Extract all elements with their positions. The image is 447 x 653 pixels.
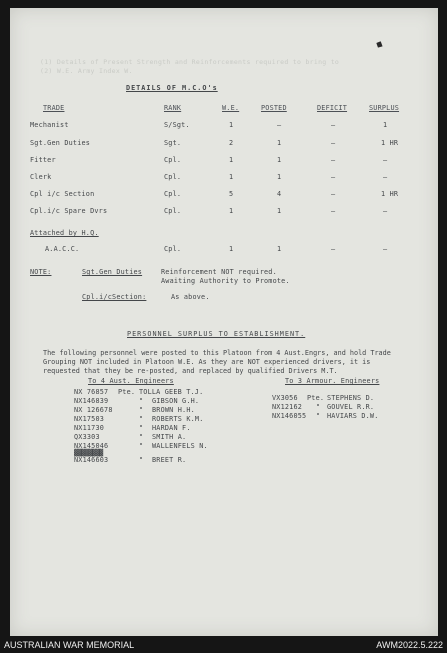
posted-cell: 4 xyxy=(277,190,282,198)
header-posted: POSTED xyxy=(261,104,287,112)
footer-institution: AUSTRALIAN WAR MEMORIAL xyxy=(4,640,135,650)
trade-cell: A.A.C.C. xyxy=(45,245,80,253)
bleed-through-text: (1) Details of Present Strength and Reinforcements required to bring to (2) W.E. Army Index W. xyxy=(40,58,340,75)
surplus-cell: – xyxy=(383,173,388,181)
note1-text: Reinforcement NOT required. xyxy=(161,268,277,276)
deficit-cell: – xyxy=(331,156,336,164)
we-cell: 1 xyxy=(229,156,234,164)
rank-cell: Cpl. xyxy=(164,173,182,181)
rank-cell: Sgt. xyxy=(164,139,182,147)
note1-subject: Sgt.Gen Duties xyxy=(82,268,143,276)
archive-footer xyxy=(0,636,447,653)
deficit-cell: – xyxy=(331,173,336,181)
we-cell: 1 xyxy=(229,207,234,215)
trade-cell: Fitter xyxy=(30,156,56,164)
rank-cell: Cpl. xyxy=(164,245,182,253)
document-page xyxy=(10,8,438,636)
trade-cell: Mechanist xyxy=(30,121,69,129)
trade-cell: Sgt.Gen Duties xyxy=(30,139,91,147)
deficit-cell: – xyxy=(331,139,336,147)
rank-cell: Cpl. xyxy=(164,156,182,164)
surplus-cell: 1 HR xyxy=(381,190,399,198)
left-group-heading: To 4 Aust. Engineers xyxy=(88,377,174,385)
posted-cell: 1 xyxy=(277,245,282,253)
header-deficit: DEFICIT xyxy=(317,104,348,112)
we-cell: 1 xyxy=(229,121,234,129)
deficit-cell: – xyxy=(331,207,336,215)
we-cell: 2 xyxy=(229,139,234,147)
right-group-heading: To 3 Armour. Engineers xyxy=(285,377,380,385)
deficit-cell: – xyxy=(331,190,336,198)
header-trade: TRADE xyxy=(43,104,65,112)
header-rank: RANK xyxy=(164,104,182,112)
deficit-cell: – xyxy=(331,245,336,253)
posted-cell: 1 xyxy=(277,207,282,215)
struck-out-entry: ▓▓▓▓▓▓▓▓ xyxy=(74,449,103,457)
trade-cell: Cpl.i/c Spare Dvrs xyxy=(30,207,108,215)
note-label: NOTE: xyxy=(30,268,52,276)
we-cell: 5 xyxy=(229,190,234,198)
punch-mark xyxy=(375,40,384,49)
posted-cell: 1 xyxy=(277,173,282,181)
surplus-cell: – xyxy=(383,156,388,164)
rank-cell: S/Sgt. xyxy=(164,121,190,129)
posted-cell: – xyxy=(277,121,282,129)
note2-text: As above. xyxy=(171,293,210,301)
trade-cell: Cpl i/c Section xyxy=(30,190,95,198)
rank-cell: Cpl. xyxy=(164,190,182,198)
trade-cell: Clerk xyxy=(30,173,52,181)
footer-accession-number: AWM2022.5.222 xyxy=(376,640,443,650)
document-title: DETAILS OF M.C.O's xyxy=(126,84,218,92)
personnel-paragraph: The following personnel were posted to this Platoon from 4 Aust.Engrs, and hold Trade Grouping NOT included in Platoon W.E. As they are NOT experienced drivers, it is requested that they be re-posted, and replaced by qualified Drivers M.T. xyxy=(43,349,391,375)
we-cell: 1 xyxy=(229,245,234,253)
we-cell: 1 xyxy=(229,173,234,181)
deficit-cell: – xyxy=(331,121,336,129)
rank-cell: Cpl. xyxy=(164,207,182,215)
surplus-cell: 1 HR xyxy=(381,139,399,147)
posted-cell: 1 xyxy=(277,156,282,164)
surplus-cell: 1 xyxy=(383,121,388,129)
header-we: W.E. xyxy=(222,104,240,112)
attached-heading: Attached by H.Q. xyxy=(30,229,99,237)
note2-subject: Cpl.i/cSection: xyxy=(82,293,147,301)
surplus-cell: – xyxy=(383,245,388,253)
surplus-cell: – xyxy=(383,207,388,215)
header-surplus: SURPLUS xyxy=(369,104,400,112)
posted-cell: 1 xyxy=(277,139,282,147)
note1-text-2: Awaiting Authority to Promote. xyxy=(161,277,290,285)
personnel-heading: PERSONNEL SURPLUS TO ESTABLISHMENT. xyxy=(127,330,306,338)
